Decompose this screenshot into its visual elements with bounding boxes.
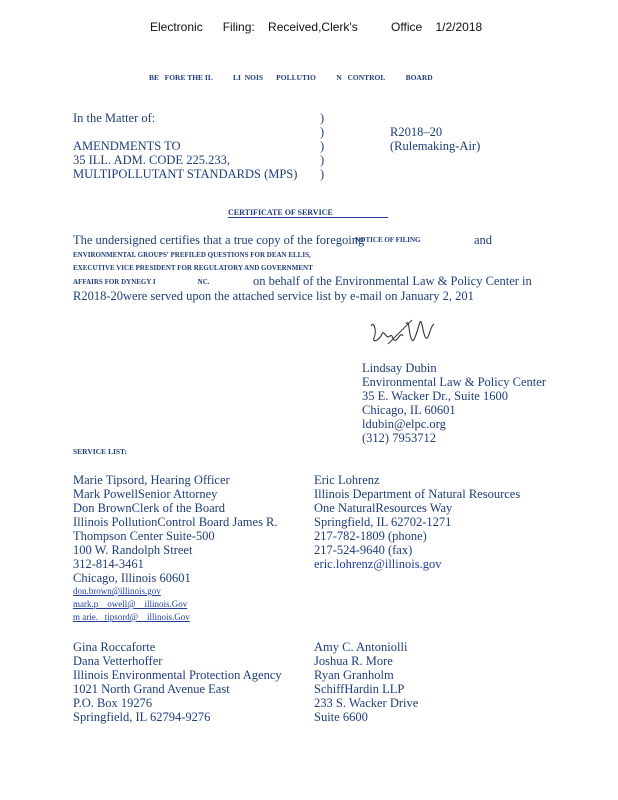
signer-name: Lindsay Dubin <box>362 361 437 375</box>
service-right-1-line-6: 217-524-9640 (fax) <box>314 543 413 557</box>
body-line-5: R2018-20were served upon the attached service list by e-mail on January 2, 201 <box>73 289 474 303</box>
email-link-eric-lohrenz[interactable]: eric.lohrenz@illinois.gov <box>314 557 442 571</box>
body-notice-of-filing: NOTICE OF FILING <box>355 236 421 244</box>
email-link-marie-tipsord[interactable]: m arie. tipsord@ illinois.Gov <box>73 612 190 622</box>
signer-address-1: 35 E. Wacker Dr., Suite 1600 <box>362 389 508 403</box>
caption-paren-5: ) <box>320 167 325 181</box>
service-right-2-line-5: 233 S. Wacker Drive <box>314 696 419 710</box>
signature-image <box>368 314 440 350</box>
body-line-2: ENVIRONMENTAL GROUPS' PREFILED QUESTIONS FOR DEAN ELLIS, <box>73 251 311 259</box>
caption-paren-3: ) <box>320 139 325 153</box>
caption-paren-4: ) <box>320 153 325 167</box>
caption-line-3: MULTIPOLLUTANT STANDARDS (MPS) <box>73 167 298 181</box>
filing-header: Electronic Filing: Received,Clerk's Office 1/2/2018 <box>150 20 483 34</box>
service-right-2-line-1: Amy C. Antoniolli <box>314 640 408 654</box>
body-line-1-end: and <box>474 233 493 247</box>
signer-org: Environmental Law & Policy Center <box>362 375 546 389</box>
service-right-1-line-3: One NaturalResources Way <box>314 501 453 515</box>
certificate-heading: CERTIFICATE OF SERVICE <box>228 208 388 218</box>
signer-address-2: Chicago, IL 60601 <box>362 403 456 417</box>
email-link-mark-powell[interactable]: mark.p owell@ illinois.Gov <box>73 599 188 609</box>
case-type: (Rulemaking-Air) <box>390 139 481 153</box>
body-line-4-small: AFFAIRS FOR DYNEGY I NC. <box>73 278 210 286</box>
service-left-1-line-5: Thompson Center Suite-500 <box>73 529 215 543</box>
service-left-1-line-3: Don BrownClerk of the Board <box>73 501 226 515</box>
service-left-1-line-6: 100 W. Randolph Street <box>73 543 193 557</box>
service-right-2-line-6: Suite 6600 <box>314 710 368 724</box>
service-right-1-line-1: Eric Lohrenz <box>314 473 380 487</box>
service-left-1-line-8: Chicago, Illinois 60601 <box>73 571 191 585</box>
caption-line-1: AMENDMENTS TO <box>73 139 181 153</box>
service-left-1-line-1: Marie Tipsord, Hearing Officer <box>73 473 230 487</box>
service-left-1-line-7: 312-814-3461 <box>73 557 144 571</box>
board-title: BE FORE THE IL LI NOIS POLLUTIO N CONTROL BOARD <box>149 73 433 82</box>
body-line-3: EXECUTIVE VICE PRESIDENT FOR REGULATORY AND GOVERNMENT <box>73 264 313 272</box>
service-left-1-line-2: Mark PowellSenior Attorney <box>73 487 218 501</box>
service-left-1-line-4: Illinois PollutionControl Board James R. <box>73 515 278 529</box>
service-left-2-line-3: Illinois Environmental Protection Agency <box>73 668 282 682</box>
service-left-2-line-4: 1021 North Grand Avenue East <box>73 682 230 696</box>
service-right-2-line-3: Ryan Granholm <box>314 668 394 682</box>
caption-line-2: 35 ILL. ADM. CODE 225.233, <box>73 153 230 167</box>
service-right-2-line-4: SchiffHardin LLP <box>314 682 405 696</box>
in-the-matter: In the Matter of: <box>73 111 156 125</box>
service-right-1-line-2: Illinois Department of Natural Resources <box>314 487 521 501</box>
caption-paren-1: ) <box>320 111 325 125</box>
service-right-1-line-5: 217-782-1809 (phone) <box>314 529 427 543</box>
service-right-2-line-2: Joshua R. More <box>314 654 393 668</box>
case-number: R2018–20 <box>390 125 443 139</box>
body-line-1-start: The undersigned certifies that a true copy of the foregoing <box>73 233 365 247</box>
service-list-label: SERVICE LIST: <box>73 447 127 456</box>
service-left-2-line-5: P.O. Box 19276 <box>73 696 153 710</box>
body-line-4-end: on behalf of the Environmental Law & Policy Center in <box>253 274 532 288</box>
caption-paren-2: ) <box>320 125 325 139</box>
service-right-1-line-4: Springfield, IL 62702-1271 <box>314 515 452 529</box>
service-left-2-line-2: Dana Vetterhoffer <box>73 654 163 668</box>
service-left-2-line-1: Gina Roccaforte <box>73 640 156 654</box>
email-link-don-brown[interactable]: don.brown@illinois.gov <box>73 586 161 596</box>
signer-phone: (312) 7953712 <box>362 431 436 445</box>
service-left-2-line-6: Springfield, IL 62794-9276 <box>73 710 211 724</box>
signer-email: ldubin@elpc.org <box>362 417 446 431</box>
